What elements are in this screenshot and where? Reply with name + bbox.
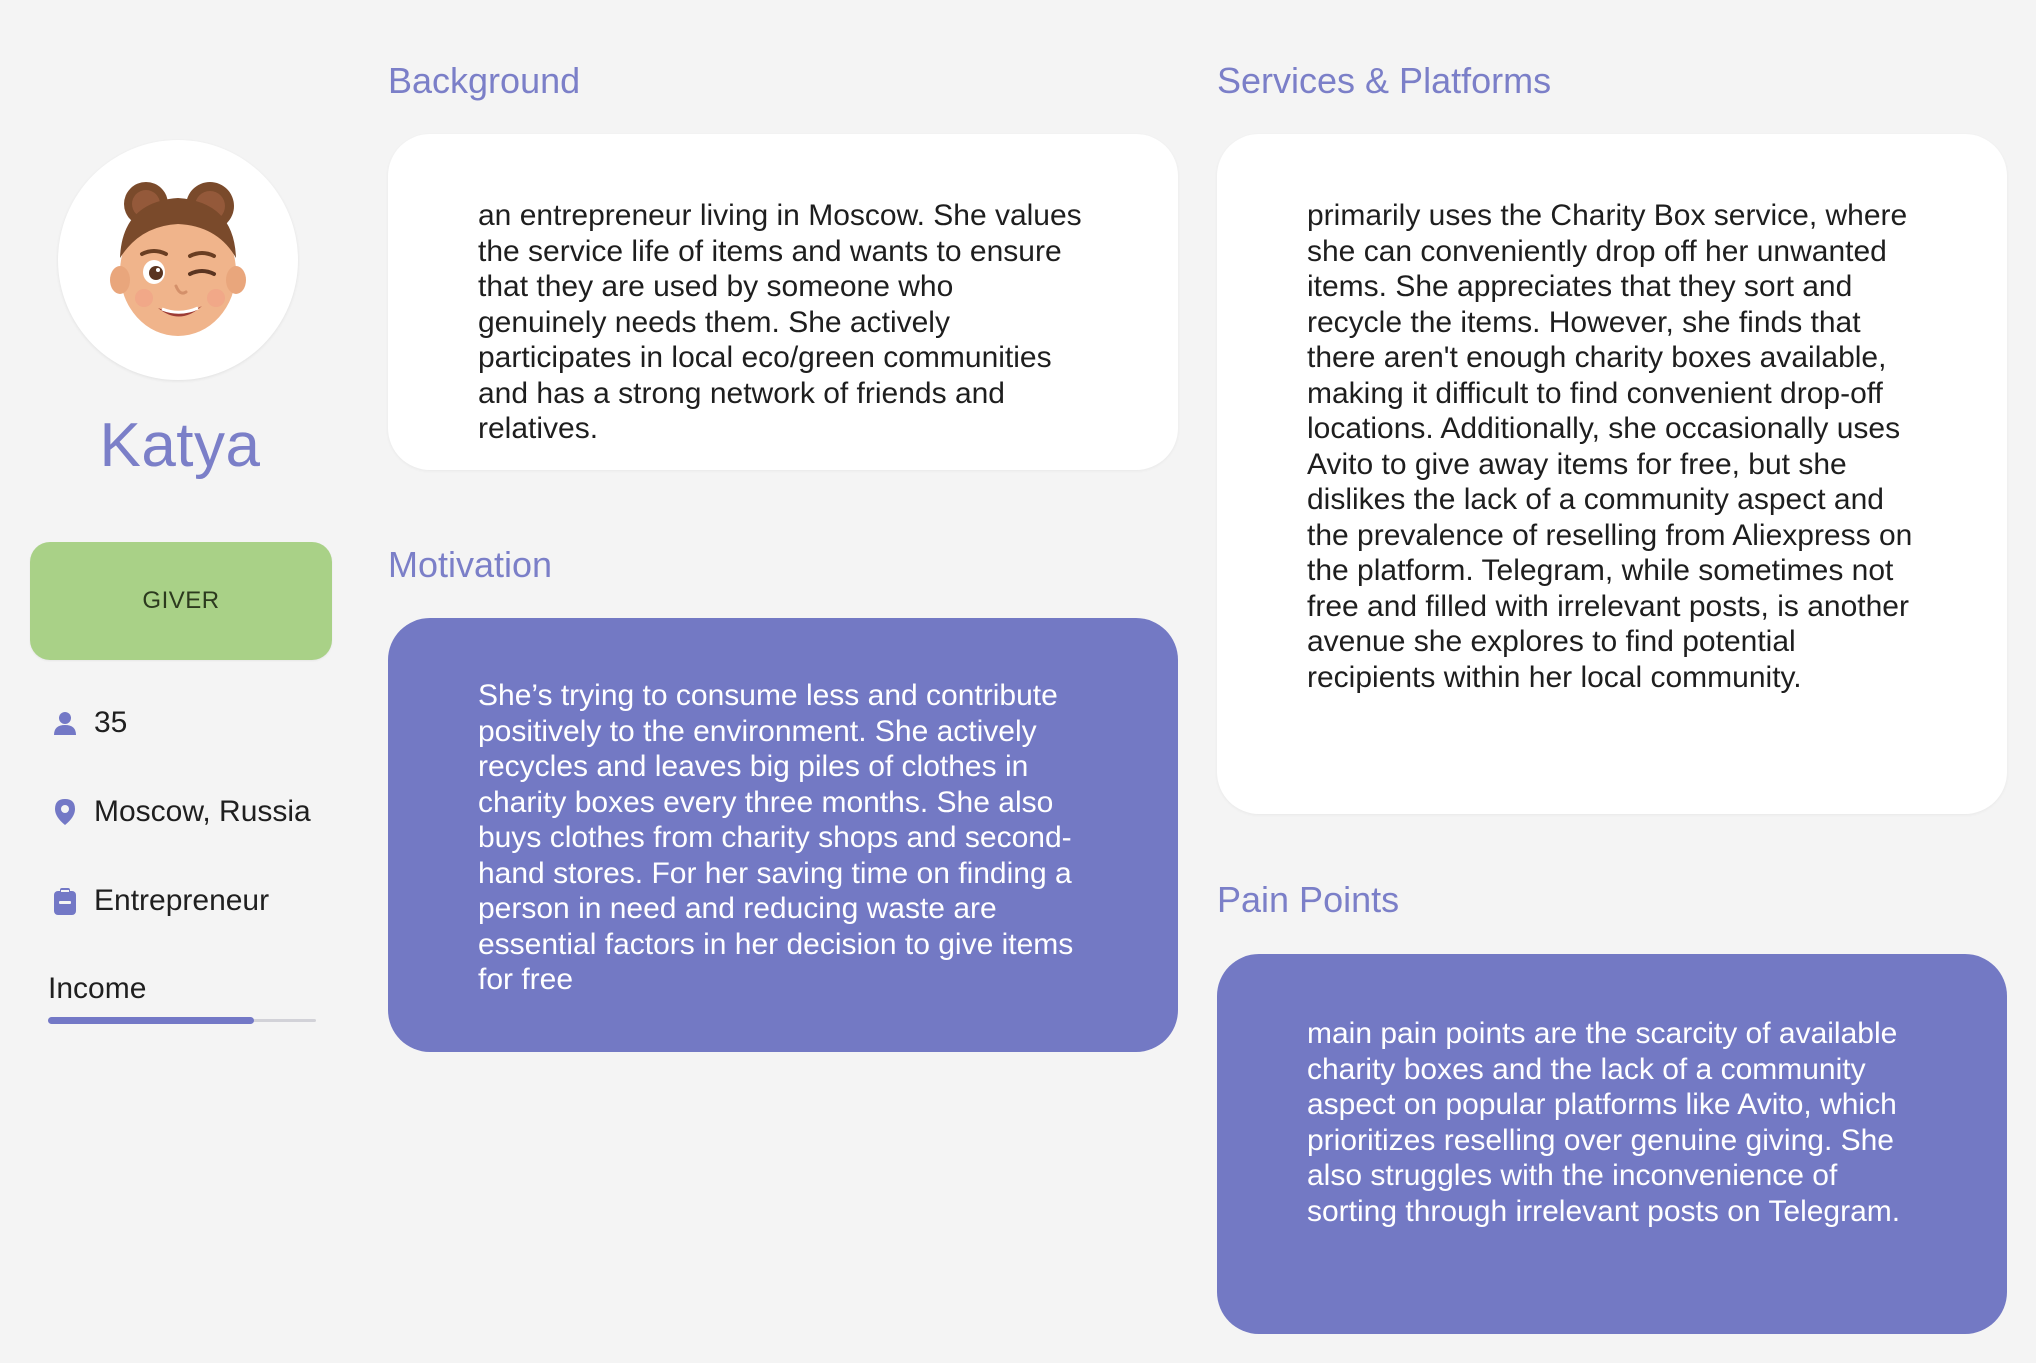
- age-row: [50, 706, 127, 740]
- age-value: 35: [94, 706, 128, 739]
- occupation-row: [50, 884, 269, 918]
- location-pin-icon: [50, 797, 80, 827]
- pain-points-text: main pain points are the scarcity of available charity boxes and the lack of a community aspect on popular platforms like Avito, which prioritizes reselling over genuine giving. She also struggles with the inconvenience of sorting through irrelevant posts on Telegram.: [1307, 1017, 1901, 1228]
- services-heading: Services & Platforms: [1217, 60, 1552, 101]
- income-bar-fill: [48, 1017, 254, 1024]
- location-row: [50, 795, 311, 829]
- motivation-text: She’s trying to consume less and contribute positively to the environment. She actively recycles and leaves big piles of clothes in charity boxes every three months. She also buys clothes from charity shops and second-hand stores. For her saving time on finding a person in need and reducing waste are essential factors in her decision to give items for free: [478, 679, 1074, 996]
- background-card: [388, 134, 1178, 470]
- motivation-card: [388, 618, 1178, 1052]
- motivation-heading: Motivation: [388, 544, 553, 585]
- pain-points-card: [1217, 954, 2007, 1334]
- background-heading: Background: [388, 60, 581, 101]
- location-value: Moscow, Russia: [94, 795, 311, 828]
- persona-type-badge: GIVER: [30, 542, 332, 660]
- occupation-value: Entrepreneur: [94, 884, 270, 917]
- avatar: [58, 140, 298, 380]
- memoji-avatar-icon: [58, 140, 298, 380]
- services-text: primarily uses the Charity Box service, where she can conveniently drop off her unwanted items. She appreciates that they sort and recycle the items. However, she finds that there aren't enough charity boxes available, making it difficult to find convenient drop-off locations. Additionally, she occasionally uses Avito to give away items for free, but she dislikes the lack of a community aspect and the prevalence of reselling from Aliexpress on the platform. Telegram, while sometimes not free and filled with irrelevant posts, is another avenue she explores to find potential recipients within her local community.: [1307, 199, 1913, 694]
- person-icon: [50, 708, 80, 738]
- persona-name: Katya: [99, 411, 261, 480]
- clipboard-icon: [50, 886, 80, 916]
- background-text: an entrepreneur living in Moscow. She values the service life of items and wants to ensure that they are used by someone who genuinely needs them. She actively participates in local eco/green communities and has a strong network of friends and relatives.: [478, 199, 1082, 445]
- pain-points-heading: Pain Points: [1217, 879, 1400, 920]
- services-card: [1217, 134, 2007, 814]
- income-label: Income: [48, 972, 147, 1005]
- income-bar: [48, 1019, 316, 1022]
